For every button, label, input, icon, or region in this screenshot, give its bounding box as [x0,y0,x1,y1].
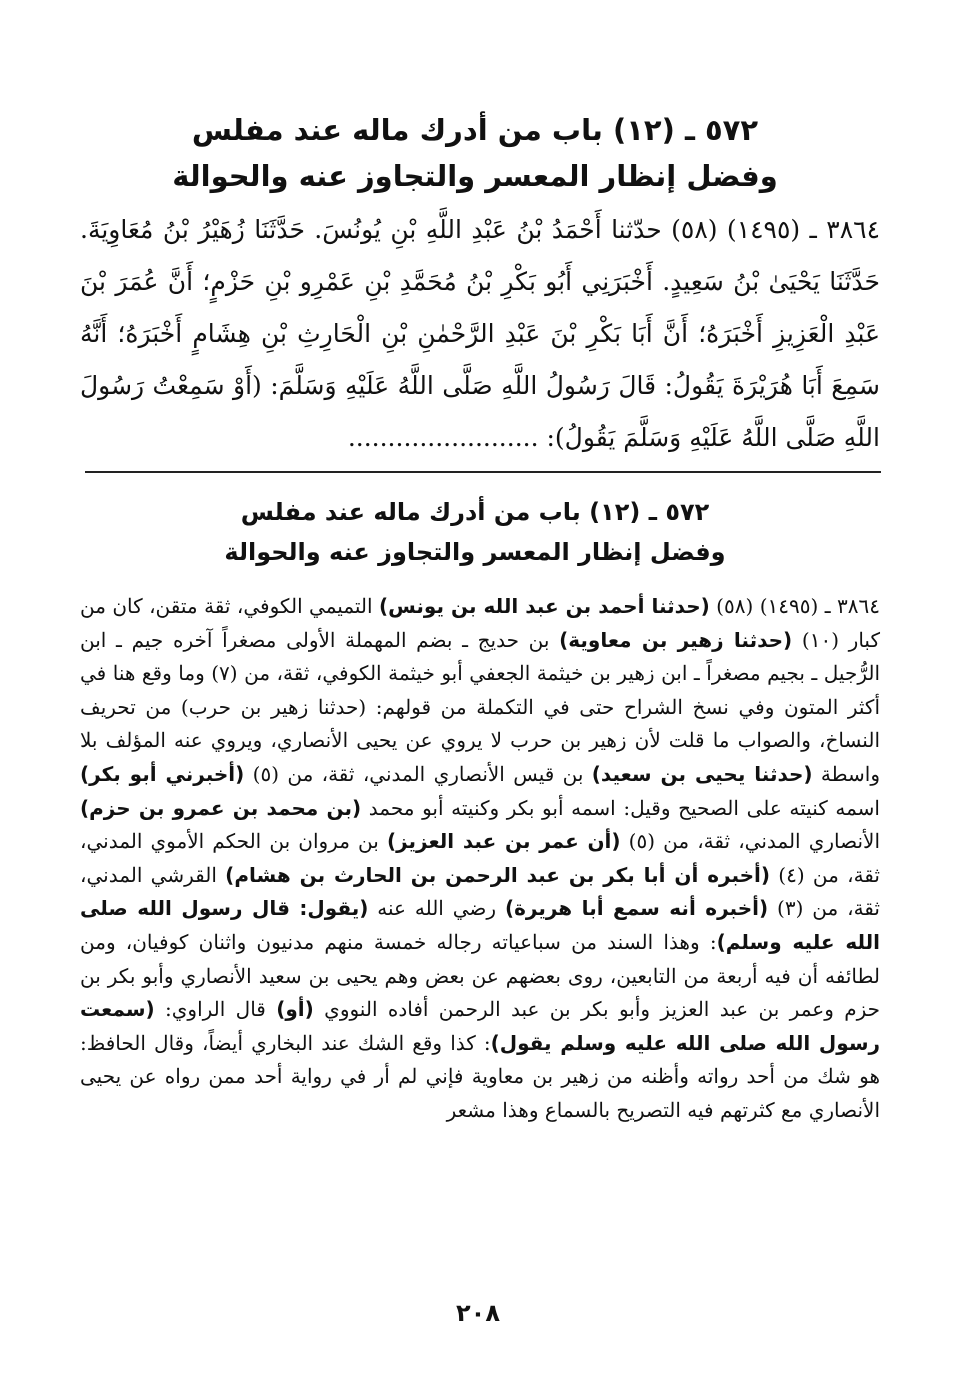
commentary-quote: (أخبره أنه سمع أبا هريرة) [504,896,769,921]
commentary-quote: (حدثنا أحمد بن عبد الله بن يونس) [379,594,710,618]
commentary-quote: (أخبره أن أبا بكر بن عبد الرحمن بن الحارث بن هشام) [225,862,771,887]
commentary-run: رضي الله عنه [368,896,505,921]
page-number: ٢٠٨ [456,1299,500,1327]
commentary-run: ٣٨٦٤ ـ (١٤٩٥) (٥٨) [709,594,880,618]
commentary-quote: (أو) [276,997,314,1022]
commentary-quote: (يقول: قال رسول الله صلى الله عليه وسلم) [80,896,880,954]
chapter-heading-line-2: وفضل إنظار المعسر والتجاوز عنه والحوالة [172,159,778,193]
commentary-quote: (أخبرني أبو بكر) [80,761,245,786]
commentary-run: : كذا وقع الشك عند البخاري أيضاً، وقال الحافظ: هو شك من أحد رواته وأظنه من زهير بن معاوية فإني لم أر في رواية أحد ممن رواه عن يحيى الأنصاري مع كثرتهم فيه التصريح بالسماع وهذا مشعر [80,1030,881,1122]
commentary-text [80,590,880,1128]
commentary-run: : وهذا السند من سباعياته رجاله خمسة منهم مدنيون واثنان كوفيان، ومن لطائفه أن فيه أربعة من التابعين، روى بعضهم عن بعض وهم يحيى بن سعيد الأنصاري وأبو بكر بن حزم وعمر بن عبد العزيز وأبو بكر بن عبد الرحمن أفاده النووي [80,929,880,1022]
commentary-quote: (حدثنا يحيى بن سعيد) [591,761,813,786]
commentary-run: قال الراوي: [154,997,277,1022]
commentary-run: التميمي الكوفي، ثقة متقن، كان من كبار (١٠) [80,594,880,652]
commentary-quote: (بن محمد بن عمرو بن حزم) [80,795,362,820]
commentary-heading-line-1: ٥٧٢ ـ (١٢) باب من أدرك ماله عند مفلس [240,498,710,526]
hadith-ellipsis: ........................ [347,423,539,452]
section-divider [85,471,881,473]
commentary-run: بن حديج ـ بضم المهملة الأولى مصغراً آخره جيم ـ ابن الرُّجيل ـ بجيم مصغراً ـ ابن زهير بن خيثمة الجعفي أبو خيثمة الكوفي، ثقة، من (٧) وما وقع هنا في أكثر المتون وفي نسخ الشراح حتى في التكملة من قولهم: (حدثنا زهير بن حرب) من تحريف النساخ، والصواب ما قلت لأن زهير بن حرب لا يروي عن يحيى الأنصاري، ويروي عنه المؤلف بلا واسطة [80,627,881,786]
hadith-text [80,204,880,464]
commentary-run: بن مروان بن الحكم الأموي المدني، ثقة، من (٤) [80,829,880,887]
commentary-run: القرشي المدني، ثقة، من (٣) [80,862,880,921]
commentary-quote: (سمعت رسول الله صلى الله عليه وسلم يقول) [80,997,880,1055]
commentary-quote: (أن عمر بن عبد العزيز) [386,829,621,854]
hadith-body: ٣٨٦٤ ـ (١٤٩٥) (٥٨) حدّثنا أَحْمَدُ بْنُ عَبْدِ اللَّهِ بْنِ يُونُسَ. حَدَّثَنَا زُهَيْرُ بْنُ مُعَاوِيَةَ. حَدَّثَنَا يَحْيَىٰ بْنُ سَعِيدٍ. أَخْبَرَنِي أَبُو بَكْرِ بْنُ مُحَمَّدِ بْنِ عَمْرِو بْنِ حَزْمٍ؛ أَنَّ عُمَرَ بْنَ عَبْدِ الْعَزِيزِ أَخْبَرَهُ؛ أَنَّ أَبَا بَكْرِ بْنَ عَبْدِ الرَّحْمٰنِ بْنِ الْحَارِثِ بْنِ هِشَامٍ أَخْبَرَهُ؛ أَنَّهُ سَمِعَ أَبَا هُرَيْرَةَ يَقُولُ: قَالَ رَسُولُ اللَّهِ صَلَّى اللَّهُ عَلَيْهِ وَسَلَّمَ: (أَوْ سَمِعْتُ رَسُولَ اللَّهِ صَلَّى اللَّهُ عَلَيْهِ وَسَلَّمَ يَقُولُ): [80,215,880,452]
commentary-quote: (حدثنا زهير بن معاوية) [559,627,793,652]
commentary-run: الأنصاري المدني، ثقة، من (٥) [620,829,880,854]
commentary-run: بن قيس الأنصاري المدني، ثقة، من (٥) [244,761,592,786]
commentary-heading-line-2: وفضل إنظار المعسر والتجاوز عنه والحوالة [224,538,726,566]
chapter-heading-line-1: ٥٧٢ ـ (١٢) باب من أدرك ماله عند مفلس [191,113,759,147]
commentary-run: اسمه كنيته على الصحيح وقيل: اسمه أبو بكر وكنيته أبو محمد [361,795,880,820]
